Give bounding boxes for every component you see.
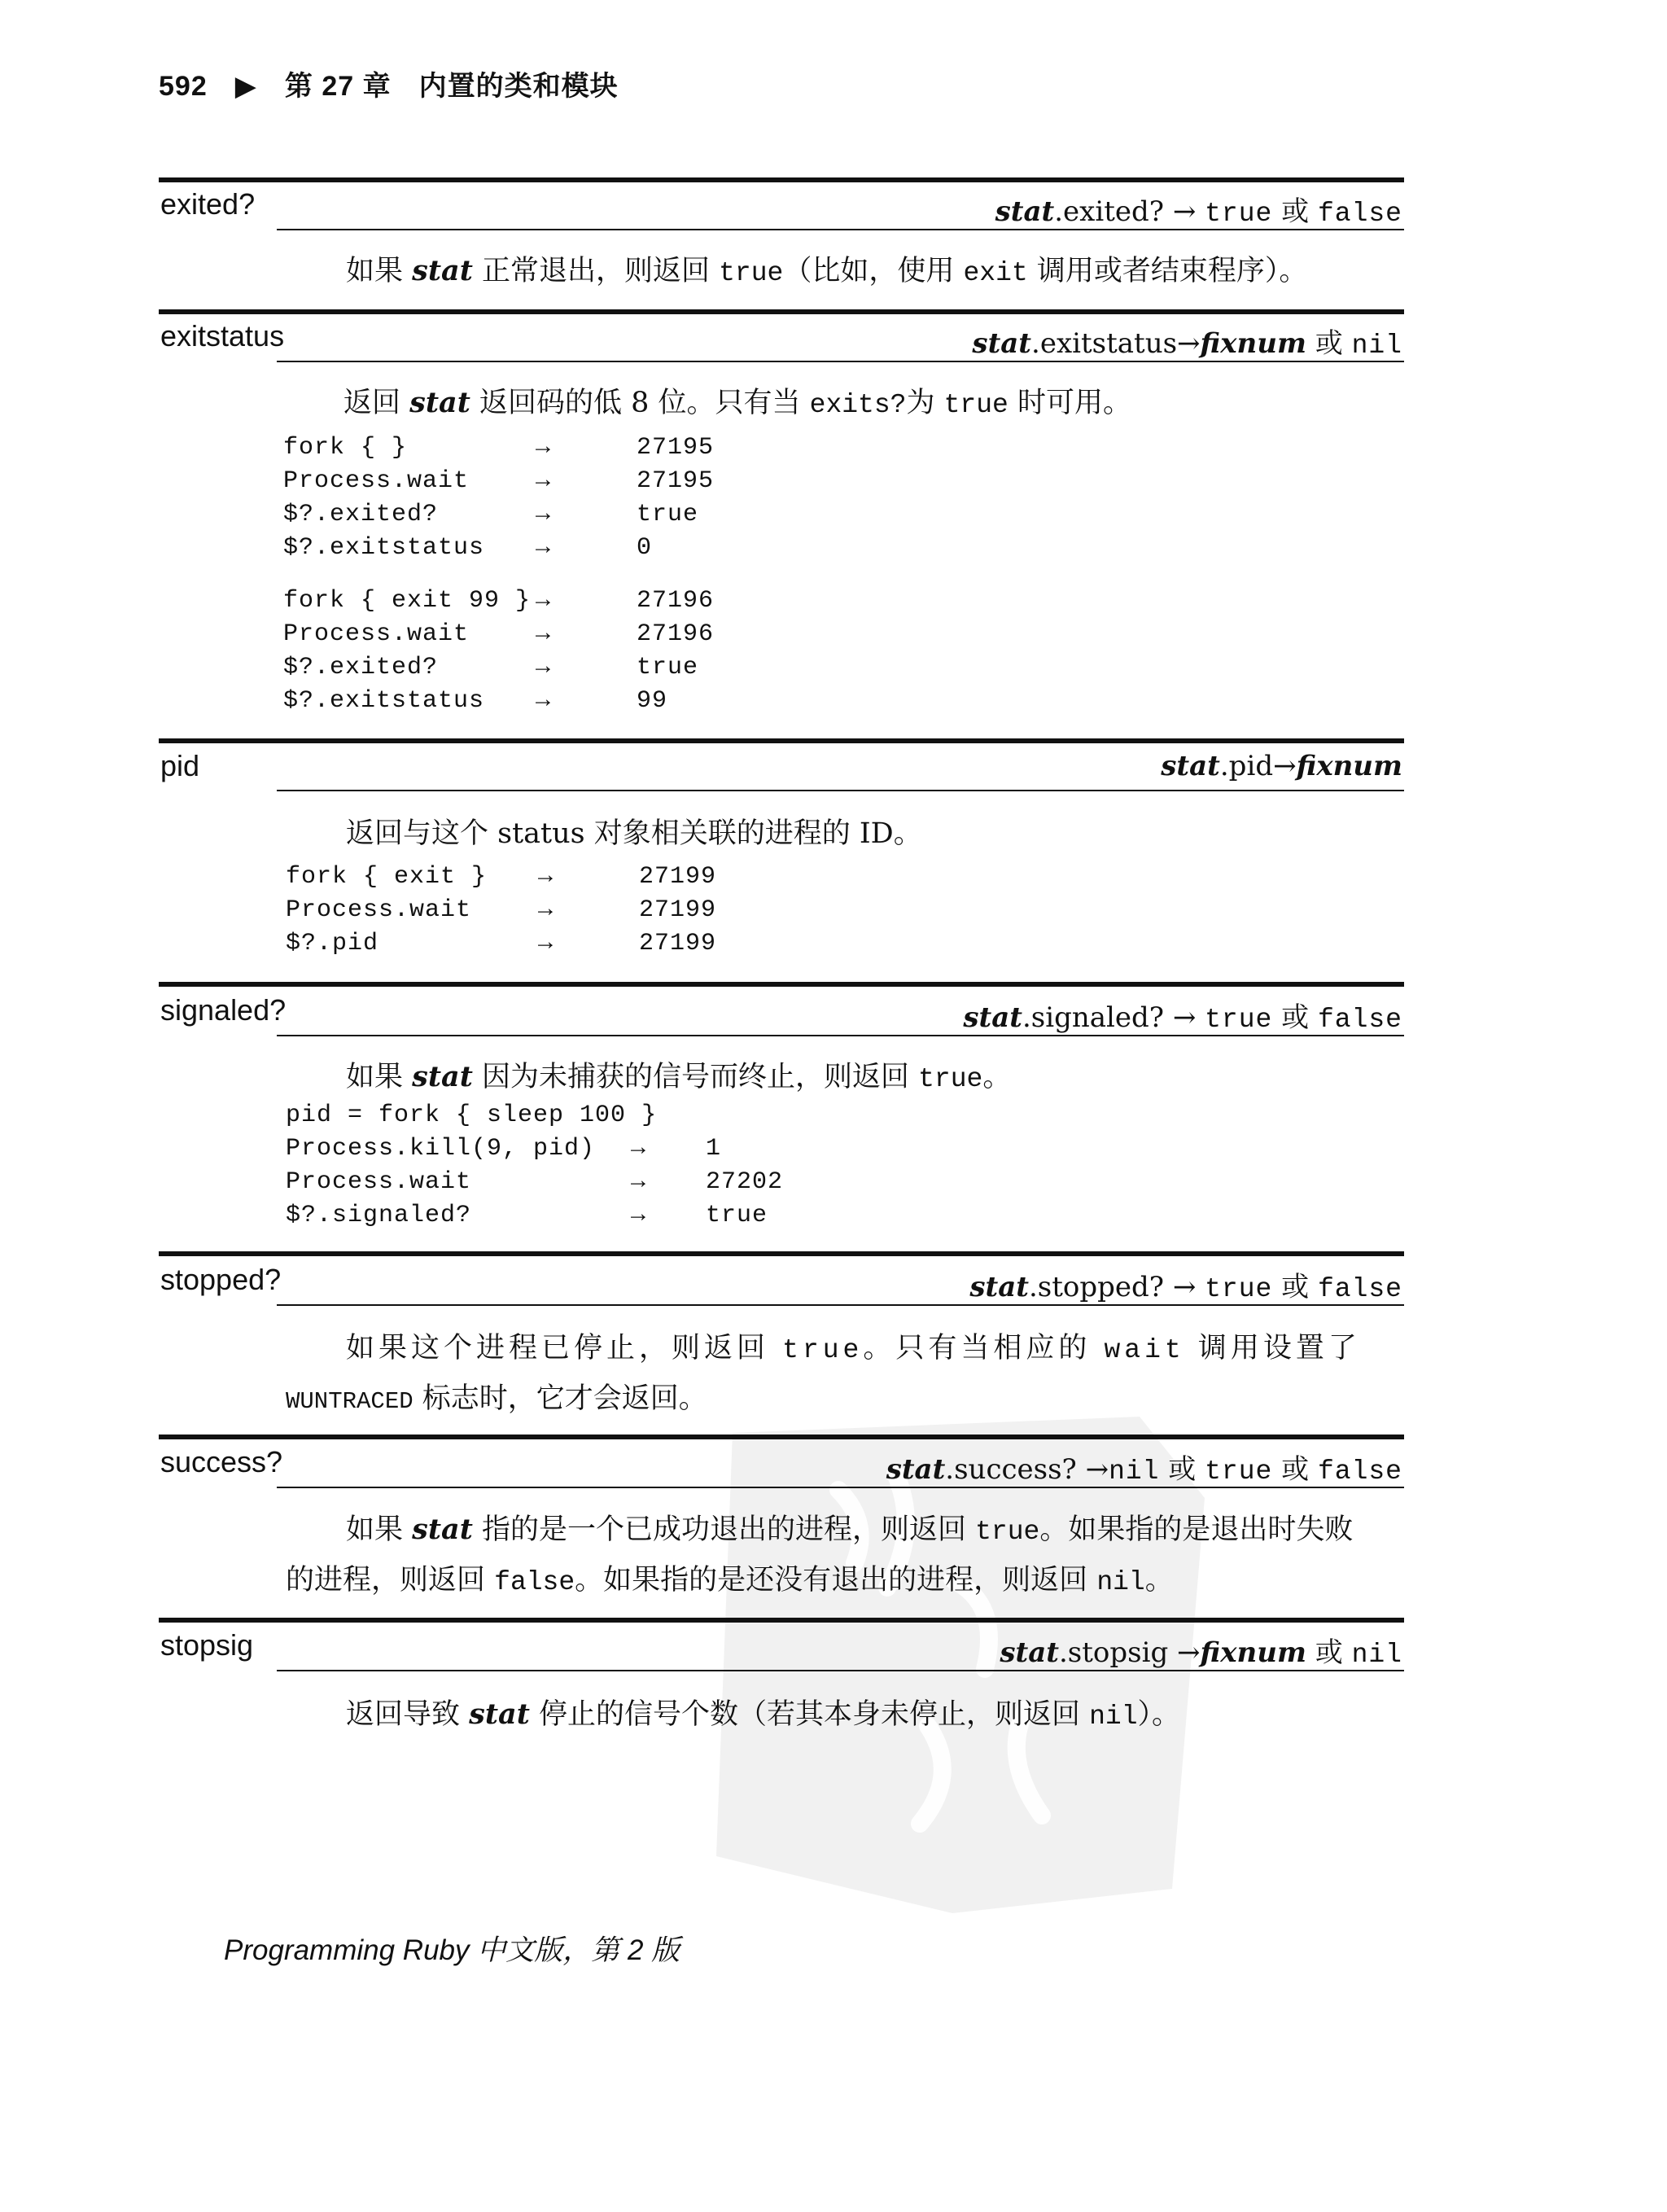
method-name-pid: pid (160, 749, 200, 782)
method-description-exited: 如果 stat 正常退出，则返回 true（比如，使用 exit 调用或者结束程序）。 (346, 254, 1308, 288)
running-header (159, 64, 646, 103)
section-rule (159, 1618, 1404, 1623)
code-row: fork { exit 99 } → 27196 (283, 587, 715, 615)
code-example-exitstatus (283, 431, 853, 565)
signature-rule (277, 1487, 1404, 1488)
code-row: Process.wait → 27202 (286, 1168, 784, 1196)
code-row: $?.exitstatus → 99 (283, 687, 668, 715)
section-rule (159, 1251, 1404, 1256)
signature-rule (277, 361, 1404, 362)
chapter-title: 内置的类和模块 (418, 71, 619, 102)
method-signature-stopsig: stat.stopsig →fixnum 或 nil (1000, 1636, 1402, 1670)
page-number: 592 (159, 71, 208, 102)
code-row: $?.exited? → true (283, 654, 699, 681)
method-name-signaled: signaled? (160, 993, 287, 1027)
code-row: Process.wait → 27196 (283, 620, 715, 648)
code-row: fork { } → 27195 (283, 434, 715, 462)
method-name-stopped: stopped? (160, 1263, 282, 1296)
code-row: $?.exitstatus → 0 (283, 534, 653, 562)
code-row: $?.pid → 27199 (286, 930, 717, 957)
code-row: Process.wait → 27195 (283, 467, 715, 495)
section-rule (159, 1435, 1404, 1439)
method-signature-stopped: stat.stopped? → true 或 false (969, 1271, 1402, 1304)
method-description-pid: 返回与这个 status 对象相关联的进程的 ID。 (346, 817, 922, 850)
method-description-stopsig: 返回导致 stat 停止的信号个数（若其本身未停止，则返回 nil）。 (346, 1697, 1181, 1732)
section-rule (159, 177, 1404, 182)
method-signature-exited: stat.exited? → true 或 false (995, 195, 1402, 229)
code-example-pid (286, 861, 855, 961)
signature-rule (277, 229, 1404, 230)
code-example-signaled (286, 1099, 937, 1233)
code-row: pid = fork { sleep 100 } (286, 1102, 658, 1129)
code-example-exitstatus-2 (283, 585, 853, 718)
section-rule (159, 982, 1404, 987)
method-description-signaled: 如果 stat 因为未捕获的信号而终止，则返回 true。 (346, 1060, 1012, 1094)
code-row: $?.signaled? → true (286, 1202, 768, 1229)
section-rule (159, 309, 1404, 314)
signature-rule (277, 1035, 1404, 1036)
method-signature-pid: stat.pid→fixnum (1161, 750, 1402, 782)
method-name-stopsig: stopsig (160, 1628, 254, 1662)
method-signature-signaled: stat.signaled? → true 或 false (963, 1001, 1402, 1035)
method-name-success: success? (160, 1445, 283, 1478)
signature-rule (277, 1304, 1404, 1306)
method-description-stopped-line2: WUNTRACED 标志时，它才会返回。 (286, 1382, 707, 1415)
code-row: Process.kill(9, pid) → 1 (286, 1135, 722, 1163)
sig-receiver: stat (995, 195, 1055, 228)
method-name-exited: exited? (160, 187, 256, 221)
method-description-stopped: 如果这个进程已停止，则返回 true。只有当相应的 wait 调用设置了 (346, 1332, 1361, 1365)
section-rule (159, 738, 1404, 743)
arrow-icon: ▶ (234, 71, 257, 102)
signature-rule (277, 790, 1404, 791)
code-row: fork { exit } → 27199 (286, 863, 717, 891)
method-description-exitstatus: 返回 stat 返回码的低 8 位。只有当 exits?为 true 时可用。 (343, 386, 1131, 420)
book-footer: Programming Ruby 中文版，第 2 版 (224, 1934, 680, 1966)
code-row: $?.exited? → true (283, 501, 699, 528)
method-description-success-line2: 的进程，则返回 false。如果指的是还没有退出的进程，则返回 nil。 (286, 1564, 1174, 1597)
method-signature-exitstatus: stat.exitstatus→fixnum 或 nil (972, 327, 1402, 361)
method-name-exitstatus: exitstatus (160, 319, 285, 353)
code-row: Process.wait → 27199 (286, 896, 717, 924)
chapter-label: 第 27 章 (284, 71, 392, 102)
method-description-success: 如果 stat 指的是一个已成功退出的进程，则返回 true。如果指的是退出时失败 (346, 1513, 1354, 1547)
signature-rule (277, 1670, 1404, 1671)
method-signature-success: stat.success? →nil 或 true 或 false (886, 1453, 1402, 1487)
